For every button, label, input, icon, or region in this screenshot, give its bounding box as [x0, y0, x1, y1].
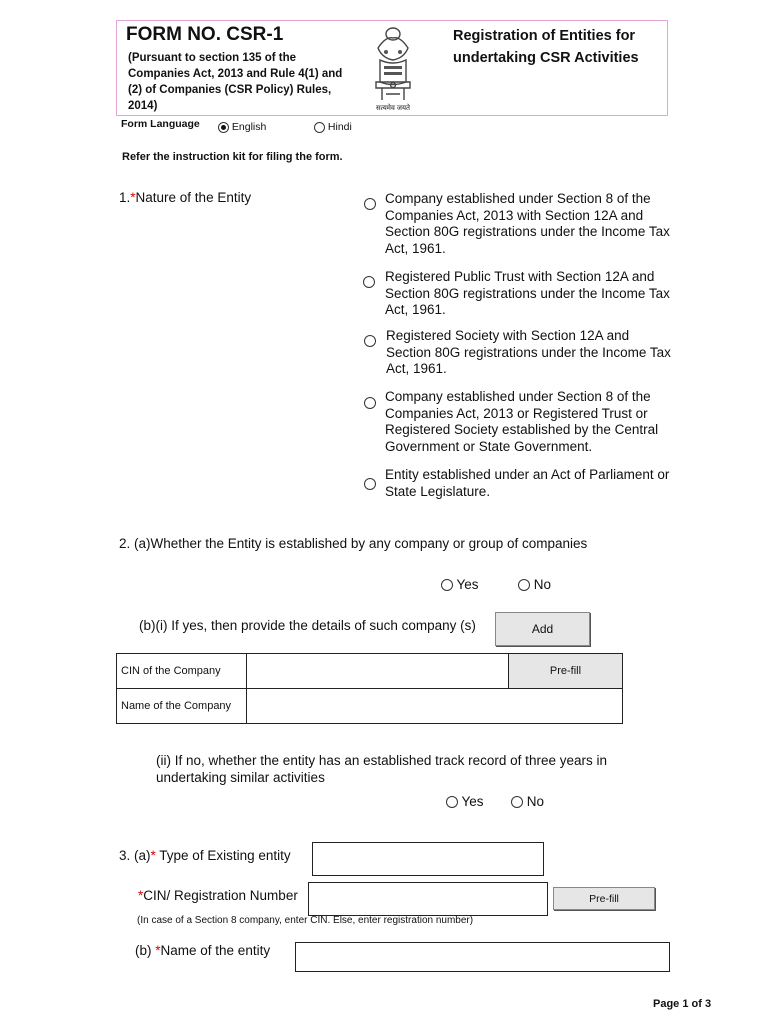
language-option-hindi[interactable]: Hindi: [314, 121, 352, 133]
q2a-yes-radio[interactable]: [441, 579, 453, 591]
company-name-input[interactable]: [247, 689, 623, 724]
instruction-kit-note: Refer the instruction kit for filing the form.: [122, 151, 343, 163]
company-details-table: [116, 653, 623, 724]
cin-input[interactable]: [247, 654, 509, 689]
q3a-label: 3. (a)* Type of Existing entity: [119, 848, 291, 863]
q1-option-5-radio[interactable]: [364, 475, 376, 493]
english-radio[interactable]: [218, 122, 229, 133]
national-emblem-icon: [364, 24, 422, 116]
q2-ii-yes-option[interactable]: Yes: [446, 794, 484, 811]
q1-option-3-radio[interactable]: [364, 332, 376, 350]
q3b-label: (b) *Name of the entity: [135, 943, 271, 958]
q1-option-4-text: Company established under Section 8 of the Companies Act, 2013 or Registered Trust or Registered Society established by the Central Government or State Government.: [385, 389, 659, 454]
cin-registration-input[interactable]: [308, 882, 548, 916]
entity-name-input[interactable]: [295, 942, 670, 972]
q1-option-1-text: Company established under Section 8 of the Companies Act, 2013 with Section 12A and Section 80G registrations under the Income Tax Act, 1961.: [385, 191, 670, 256]
q2-ii-label: (ii) If no, whether the entity has an established track record of three years in undertaking similar activities: [156, 753, 607, 785]
q2a-yes-option[interactable]: Yes: [441, 577, 479, 594]
name-label-cell: Name of the Company: [117, 689, 247, 724]
q2-ii-no-option[interactable]: No: [511, 794, 544, 811]
q1-option-4-radio[interactable]: [364, 394, 376, 412]
q2-ii-yes-radio[interactable]: [446, 796, 458, 808]
q1-option-2-text: Registered Public Trust with Section 12A and Section 80G registrations under the Income Tax Act, 1961.: [385, 269, 670, 317]
form-title: Registration of Entities for undertaking CSR Activities: [453, 28, 639, 66]
add-button[interactable]: Add: [495, 612, 590, 646]
pursuant-text: (Pursuant to section 135 of the Companies Act, 2013 and Rule 4(1) and (2) of Companies (CSR Policy) Rules, 2014): [128, 52, 343, 112]
q1-option-1-radio[interactable]: [364, 195, 376, 213]
page-number: Page 1 of 3: [653, 998, 712, 1010]
cin-registration-label: *CIN/ Registration Number: [138, 888, 298, 903]
emblem-caption: सत्यमेव जयते: [375, 105, 411, 112]
hindi-radio[interactable]: [314, 122, 325, 133]
q1-label: 1.*Nature of the Entity: [119, 190, 252, 205]
form-language-label: Form Language: [121, 118, 200, 130]
entity-type-input[interactable]: [312, 842, 544, 876]
q1-option-5-text: Entity established under an Act of Parliament or State Legislature.: [385, 467, 670, 499]
q2a-label: 2. (a)Whether the Entity is established by any company or group of companies: [119, 536, 588, 551]
q1-option-3-text: Registered Society with Section 12A and Section 80G registrations under the Income Tax Act, 1961.: [386, 328, 671, 376]
prefill-cell: [509, 654, 623, 689]
language-option-english[interactable]: English: [218, 121, 266, 133]
registration-prefill-button[interactable]: Pre-fill: [553, 887, 655, 910]
cin-label-cell: CIN of the Company: [117, 654, 247, 689]
q2a-no-option[interactable]: No: [518, 577, 551, 594]
table-row: [117, 689, 623, 724]
form-number: FORM NO. CSR-1: [126, 24, 284, 45]
cin-note: (In case of a Section 8 company, enter CIN. Else, enter registration number): [137, 915, 474, 926]
q2a-no-radio[interactable]: [518, 579, 530, 591]
q1-option-2-radio[interactable]: [363, 273, 375, 291]
cin-prefill-button[interactable]: Pre-fill: [509, 654, 622, 688]
table-row: [117, 654, 623, 689]
q2-ii-no-radio[interactable]: [511, 796, 523, 808]
q2b-label: (b)(i) If yes, then provide the details of such company (s): [139, 618, 476, 633]
